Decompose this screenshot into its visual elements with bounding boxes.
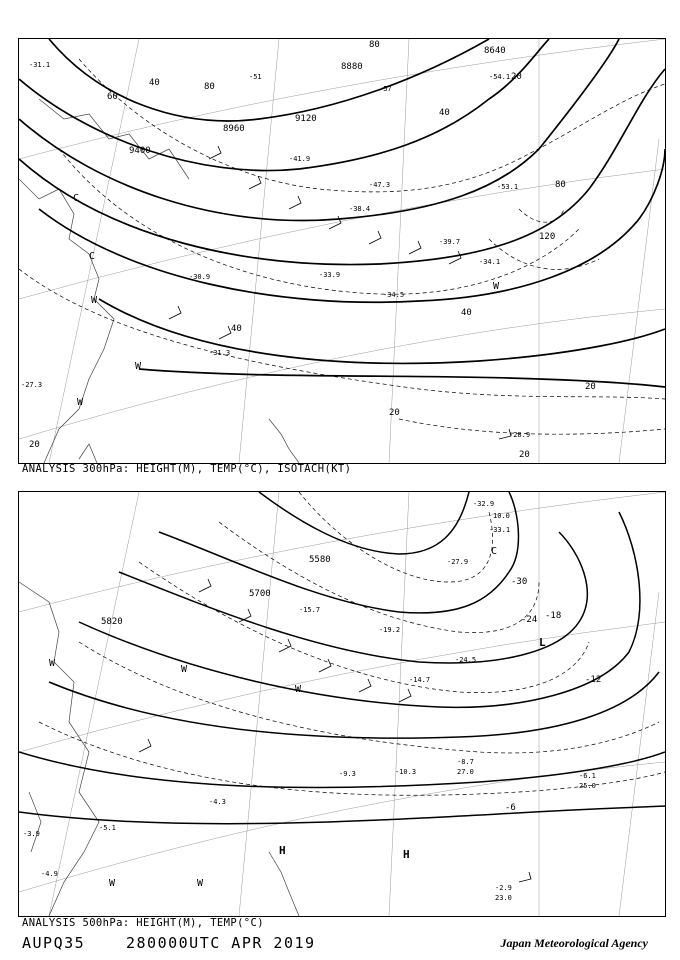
isotach-label: 40	[149, 78, 160, 88]
temp-label: -4.9	[41, 870, 58, 878]
warm-marker: W	[109, 878, 116, 889]
temp-label: -6.1	[579, 772, 596, 780]
valid-time: 280000UTC APR 2019	[126, 934, 316, 952]
temp-label: -51	[249, 73, 262, 81]
cold-marker: C	[491, 546, 498, 557]
temp-label: -47.3	[369, 181, 391, 189]
isotach-label: 20	[511, 72, 522, 82]
temp-label: -34.1	[479, 258, 501, 266]
map-500hpa-canvas	[19, 492, 665, 916]
temp-label: -32.9	[473, 500, 495, 508]
caption-500hpa: ANALYSIS 500hPa: HEIGHT(M), TEMP(°C)	[22, 917, 264, 929]
isotach-label: 80	[204, 82, 215, 92]
warm-marker: W	[77, 397, 84, 408]
wind-barbs	[139, 579, 531, 882]
high-pressure-marker: H	[403, 848, 410, 861]
temp-label: -33.9	[319, 271, 341, 279]
temp-label: 10.0	[493, 512, 510, 520]
temp-label: -24.5	[455, 656, 477, 664]
temp-label: -41.9	[289, 155, 311, 163]
temp-label: -54.1	[489, 73, 511, 81]
analysis-300hpa-map	[18, 38, 666, 464]
temp-label: -19.2	[379, 626, 401, 634]
isotherm-label: -30	[511, 577, 528, 587]
height-label: 5820	[101, 617, 123, 627]
isotherm-label: -24	[521, 615, 538, 625]
isotherms	[19, 59, 665, 434]
isotach-label: 40	[439, 108, 450, 118]
cold-marker: C	[73, 193, 80, 204]
chart-id: AUPQ35	[22, 934, 86, 952]
temp-label: -53.1	[497, 183, 519, 191]
isotach-label: 60	[107, 92, 118, 102]
temp-label: -28.9	[509, 431, 531, 439]
temp-label: -10.3	[395, 768, 417, 776]
isotach-label: 20	[389, 408, 400, 418]
warm-marker: W	[49, 658, 56, 669]
graticule	[19, 492, 665, 916]
temp-label: -39.7	[439, 238, 461, 246]
caption-300hpa: ANALYSIS 300hPa: HEIGHT(M), TEMP(°C), ISOTACH(KT)	[22, 463, 352, 475]
temp-label: 23.0	[495, 894, 512, 902]
warm-marker: W	[135, 361, 142, 372]
temp-label: -31.3	[209, 349, 231, 357]
height-label: 5700	[249, 589, 271, 599]
temp-label: 27.0	[457, 768, 474, 776]
isotach-label: 120	[539, 232, 556, 242]
high-pressure-marker: H	[279, 844, 286, 857]
temp-label: -38.4	[349, 205, 371, 213]
isotach-label: 80	[369, 40, 380, 50]
height-label: 9400	[129, 146, 151, 156]
height-label: 8880	[341, 62, 363, 72]
temp-label: -30.9	[189, 273, 211, 281]
isotach-label: 40	[231, 324, 242, 334]
temp-label: -4.3	[209, 798, 226, 806]
temp-label: -33.1	[489, 526, 511, 534]
temp-label: -5.1	[99, 824, 116, 832]
analysis-500hpa-map	[18, 491, 666, 917]
temp-label: -27.3	[21, 381, 43, 389]
height-label: 9120	[295, 114, 317, 124]
warm-marker: W	[295, 684, 302, 695]
warm-marker: W	[181, 664, 188, 675]
temp-label: -57	[379, 85, 392, 93]
height-label: 5580	[309, 555, 331, 565]
temp-label: -3.9	[23, 830, 40, 838]
temp-label: -34.5	[383, 291, 405, 299]
temp-label: -9.3	[339, 770, 356, 778]
agency-name: Japan Meteorological Agency	[500, 936, 648, 950]
isotherm-label: -6	[505, 803, 516, 813]
temp-label: -27.9	[447, 558, 469, 566]
temp-label: -15.7	[299, 606, 321, 614]
coastline	[19, 582, 299, 916]
height-label: 8960	[223, 124, 245, 134]
temp-label: 25.0	[579, 782, 596, 790]
low-pressure-marker: L	[539, 636, 546, 649]
isotach-label: 20	[29, 440, 40, 450]
height-label: 8640	[484, 46, 506, 56]
temp-label: -8.7	[457, 758, 474, 766]
isotherm-label: -18	[545, 611, 562, 621]
isotherm-label: -12	[585, 675, 602, 685]
cold-marker: C	[89, 251, 96, 262]
temp-label: -31.1	[29, 61, 51, 69]
warm-marker: W	[91, 295, 98, 306]
isotach-label: 80	[555, 180, 566, 190]
isotach-label: 40	[461, 308, 472, 318]
warm-marker: W	[493, 281, 500, 292]
isotach-label: 20	[585, 382, 596, 392]
map-300hpa-canvas	[19, 39, 665, 463]
temp-label: -2.9	[495, 884, 512, 892]
temp-label: -14.7	[409, 676, 431, 684]
wind-barbs	[169, 146, 511, 439]
isotach-label: 20	[519, 450, 530, 460]
warm-marker: W	[197, 878, 204, 889]
